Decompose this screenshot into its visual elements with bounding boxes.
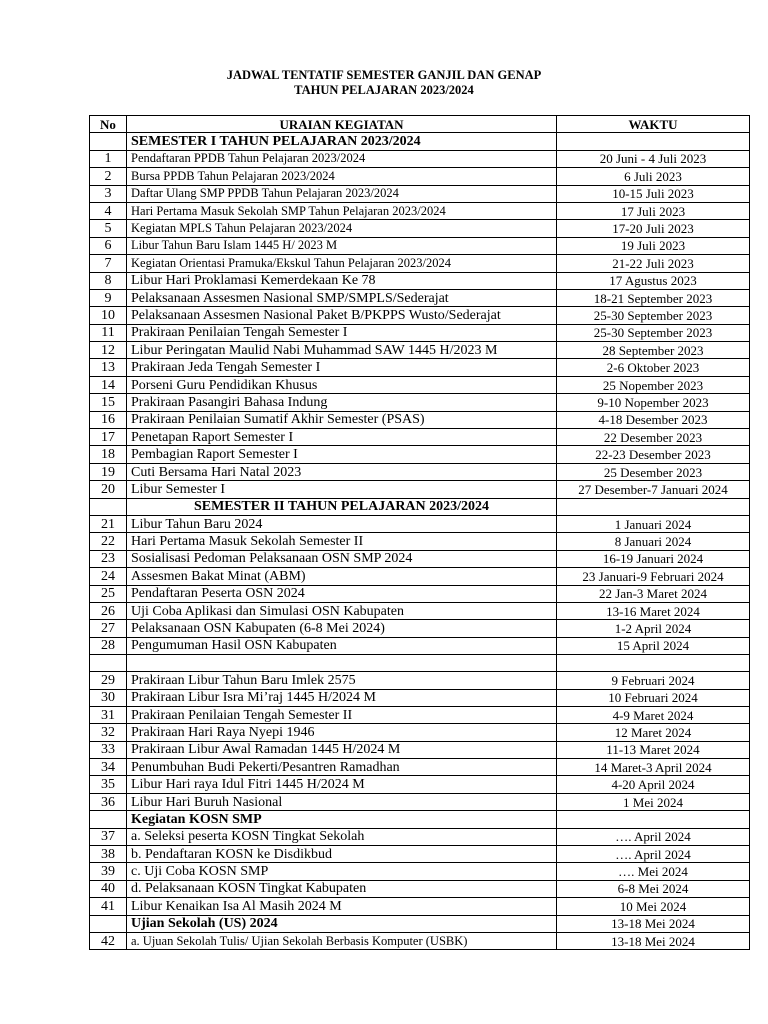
activity-cell: Pembagian Raport Semester I [127,446,557,463]
date-cell: 4-20 April 2024 [557,776,750,793]
table-row [90,706,750,723]
header-date: WAKTU [557,116,750,133]
section-row [90,915,750,932]
date-cell: 21-22 Juli 2023 [557,255,750,272]
row-number: 28 [90,637,127,654]
table-row [90,793,750,810]
table-row [90,481,750,498]
date-cell: 4-18 Desember 2023 [557,411,750,428]
date-cell: 25 Desember 2023 [557,463,750,480]
table-row [90,741,750,758]
activity-cell: Prakiraan Libur Isra Mi’raj 1445 H/2024 M [127,689,557,706]
date-cell: 9-10 Nopember 2023 [557,394,750,411]
row-number: 35 [90,776,127,793]
row-number: 21 [90,515,127,532]
row-number: 6 [90,237,127,254]
table-row [90,342,750,359]
section-row [90,811,750,828]
table-row [90,550,750,567]
row-number: 4 [90,202,127,219]
activity-cell: Cuti Bersama Hari Natal 2023 [127,463,557,480]
activity-cell: Kegiatan Orientasi Pramuka/Ekskul Tahun Pelajaran 2023/2024 [127,255,557,272]
activity-cell: Prakiraan Libur Tahun Baru Imlek 2575 [127,672,557,689]
table-header-row [90,116,750,133]
activity-cell: Assesmen Bakat Minat (ABM) [127,568,557,585]
row-number: 33 [90,741,127,758]
row-number: 17 [90,429,127,446]
date-cell: 15 April 2024 [557,637,750,654]
row-number: 18 [90,446,127,463]
table-row [90,863,750,880]
row-number: 24 [90,568,127,585]
row-number: 8 [90,272,127,289]
table-row [90,237,750,254]
date-cell: 13-18 Mei 2024 [557,932,750,949]
row-number: 42 [90,932,127,949]
date-cell: 8 Januari 2024 [557,533,750,550]
activity-cell: Hari Pertama Masuk Sekolah SMP Tahun Pelajaran 2023/2024 [127,202,557,219]
table-row [90,568,750,585]
date-cell: 22-23 Desember 2023 [557,446,750,463]
row-number: 27 [90,620,127,637]
table-row [90,359,750,376]
activity-cell: Libur Tahun Baru Islam 1445 H/ 2023 M [127,237,557,254]
date-cell: 28 September 2023 [557,342,750,359]
activity-cell: Libur Tahun Baru 2024 [127,515,557,532]
table-row [90,324,750,341]
row-number: 7 [90,255,127,272]
activity-cell: Pelaksanaan Assesmen Nasional Paket B/PKPPS Wusto/Sederajat [127,307,557,324]
row-number [90,498,127,515]
header-no: No [90,116,127,133]
schedule-table [89,115,750,950]
activity-cell: Sosialisasi Pedoman Pelaksanaan OSN SMP 2024 [127,550,557,567]
date-cell: 11-13 Maret 2024 [557,741,750,758]
date-cell: 17-20 Juli 2023 [557,220,750,237]
row-number [90,915,127,932]
date-cell: 1 Mei 2024 [557,793,750,810]
activity-cell: Pelaksanaan OSN Kabupaten (6-8 Mei 2024) [127,620,557,637]
activity-cell: Penumbuhan Budi Pekerti/Pesantren Ramadhan [127,759,557,776]
row-number: 2 [90,168,127,185]
row-number: 39 [90,863,127,880]
activity-cell: Libur Hari raya Idul Fitri 1445 H/2024 M [127,776,557,793]
table-row [90,846,750,863]
date-cell: 25 Nopember 2023 [557,376,750,393]
row-number: 19 [90,463,127,480]
empty-cell [90,655,127,672]
row-number: 9 [90,289,127,306]
date-cell: 25-30 September 2023 [557,324,750,341]
activity-cell: Prakiraan Penilaian Tengah Semester I [127,324,557,341]
date-cell: 12 Maret 2024 [557,724,750,741]
activity-cell: Prakiraan Hari Raya Nyepi 1946 [127,724,557,741]
table-row [90,672,750,689]
table-row [90,150,750,167]
date-cell: 1-2 April 2024 [557,620,750,637]
row-number: 5 [90,220,127,237]
activity-cell: Prakiraan Penilaian Tengah Semester II [127,706,557,723]
activity-cell: a. Ujuan Sekolah Tulis/ Ujian Sekolah Berbasis Komputer (USBK) [127,932,557,949]
activity-cell: Libur Semester I [127,481,557,498]
activity-cell: Libur Kenaikan Isa Al Masih 2024 M [127,898,557,915]
table-row [90,394,750,411]
empty-cell [127,655,557,672]
table-row [90,168,750,185]
activity-cell: d. Pelaksanaan KOSN Tingkat Kabupaten [127,880,557,897]
date-cell: …. Mei 2024 [557,863,750,880]
date-cell: 6-8 Mei 2024 [557,880,750,897]
table-row [90,376,750,393]
date-cell [557,811,750,828]
row-number: 30 [90,689,127,706]
row-number: 11 [90,324,127,341]
date-cell: 17 Agustus 2023 [557,272,750,289]
activity-cell: c. Uji Coba KOSN SMP [127,863,557,880]
table-row [90,446,750,463]
date-cell: 13-18 Mei 2024 [557,915,750,932]
date-cell: 25-30 September 2023 [557,307,750,324]
activity-cell: Libur Hari Proklamasi Kemerdekaan Ke 78 [127,272,557,289]
activity-cell: Kegiatan MPLS Tahun Pelajaran 2023/2024 [127,220,557,237]
row-number: 41 [90,898,127,915]
empty-cell [557,655,750,672]
table-row [90,759,750,776]
section-heading: SEMESTER II TAHUN PELAJARAN 2023/2024 [127,498,557,515]
table-row [90,515,750,532]
table-row [90,411,750,428]
date-cell: 22 Desember 2023 [557,429,750,446]
table-row [90,776,750,793]
activity-cell: Pelaksanaan Assesmen Nasional SMP/SMPLS/Sederajat [127,289,557,306]
section-heading: Kegiatan KOSN SMP [127,811,557,828]
table-row [90,689,750,706]
activity-cell: Prakiraan Jeda Tengah Semester I [127,359,557,376]
row-number: 25 [90,585,127,602]
activity-cell: Prakiraan Penilaian Sumatif Akhir Semester (PSAS) [127,411,557,428]
table-row [90,307,750,324]
date-cell: 16-19 Januari 2024 [557,550,750,567]
row-number: 20 [90,481,127,498]
activity-cell: Pengumuman Hasil OSN Kabupaten [127,637,557,654]
row-number: 36 [90,793,127,810]
activity-cell: Pendaftaran PPDB Tahun Pelajaran 2023/2024 [127,150,557,167]
section-heading: Ujian Sekolah (US) 2024 [127,915,557,932]
date-cell: 10 Februari 2024 [557,689,750,706]
row-number: 37 [90,828,127,845]
activity-cell: Libur Hari Buruh Nasional [127,793,557,810]
table-row [90,932,750,949]
activity-cell: Uji Coba Aplikasi dan Simulasi OSN Kabupaten [127,602,557,619]
date-cell: 22 Jan-3 Maret 2024 [557,585,750,602]
date-cell: 18-21 September 2023 [557,289,750,306]
table-row [90,828,750,845]
row-number: 10 [90,307,127,324]
row-number: 38 [90,846,127,863]
date-cell: 13-16 Maret 2024 [557,602,750,619]
document-title: JADWAL TENTATIF SEMESTER GANJIL DAN GENAP [226,68,542,82]
table-row [90,585,750,602]
activity-cell: Penetapan Raport Semester I [127,429,557,446]
date-cell: 23 Januari-9 Februari 2024 [557,568,750,585]
row-number: 26 [90,602,127,619]
date-cell [557,133,750,150]
row-number: 32 [90,724,127,741]
row-number [90,811,127,828]
activity-cell: Porseni Guru Pendidikan Khusus [127,376,557,393]
table-row [90,202,750,219]
date-cell: …. April 2024 [557,828,750,845]
date-cell: 2-6 Oktober 2023 [557,359,750,376]
table-row [90,429,750,446]
date-cell: 27 Desember-7 Januari 2024 [557,481,750,498]
blank-row [90,655,750,672]
table-row [90,880,750,897]
date-cell: 14 Maret-3 April 2024 [557,759,750,776]
activity-cell: Daftar Ulang SMP PPDB Tahun Pelajaran 2023/2024 [127,185,557,202]
activity-cell: Prakiraan Pasangiri Bahasa Indung [127,394,557,411]
row-number: 3 [90,185,127,202]
table-row [90,898,750,915]
date-cell: 4-9 Maret 2024 [557,706,750,723]
table-row [90,289,750,306]
table-row [90,255,750,272]
date-cell: 1 Januari 2024 [557,515,750,532]
date-cell [557,498,750,515]
section-heading: SEMESTER I TAHUN PELAJARAN 2023/2024 [127,133,557,150]
activity-cell: a. Seleksi peserta KOSN Tingkat Sekolah [127,828,557,845]
date-cell: 10-15 Juli 2023 [557,185,750,202]
date-cell: 20 Juni - 4 Juli 2023 [557,150,750,167]
row-number: 15 [90,394,127,411]
activity-cell: Prakiraan Libur Awal Ramadan 1445 H/2024 M [127,741,557,758]
table-row [90,533,750,550]
row-number [90,133,127,150]
table-row [90,220,750,237]
header-activity: URAIAN KEGIATAN [127,116,557,133]
table-row [90,724,750,741]
date-cell: 10 Mei 2024 [557,898,750,915]
section-row [90,133,750,150]
table-row [90,637,750,654]
row-number: 23 [90,550,127,567]
date-cell: 19 Juli 2023 [557,237,750,254]
table-row [90,620,750,637]
table-row [90,463,750,480]
section-row [90,498,750,515]
table-row [90,602,750,619]
activity-cell: Hari Pertama Masuk Sekolah Semester II [127,533,557,550]
date-cell: 6 Juli 2023 [557,168,750,185]
row-number: 22 [90,533,127,550]
row-number: 14 [90,376,127,393]
activity-cell: Pendaftaran Peserta OSN 2024 [127,585,557,602]
date-cell: 9 Februari 2024 [557,672,750,689]
date-cell: 17 Juli 2023 [557,202,750,219]
row-number: 40 [90,880,127,897]
row-number: 29 [90,672,127,689]
row-number: 34 [90,759,127,776]
row-number: 1 [90,150,127,167]
row-number: 13 [90,359,127,376]
table-row [90,185,750,202]
row-number: 31 [90,706,127,723]
table-row [90,272,750,289]
row-number: 12 [90,342,127,359]
activity-cell: Libur Peringatan Maulid Nabi Muhammad SAW 1445 H/2023 M [127,342,557,359]
date-cell: …. April 2024 [557,846,750,863]
schedule-body [90,133,750,950]
document-subtitle: TAHUN PELAJARAN 2023/2024 [294,83,474,97]
activity-cell: Bursa PPDB Tahun Pelajaran 2023/2024 [127,168,557,185]
row-number: 16 [90,411,127,428]
activity-cell: b. Pendaftaran KOSN ke Disdikbud [127,846,557,863]
